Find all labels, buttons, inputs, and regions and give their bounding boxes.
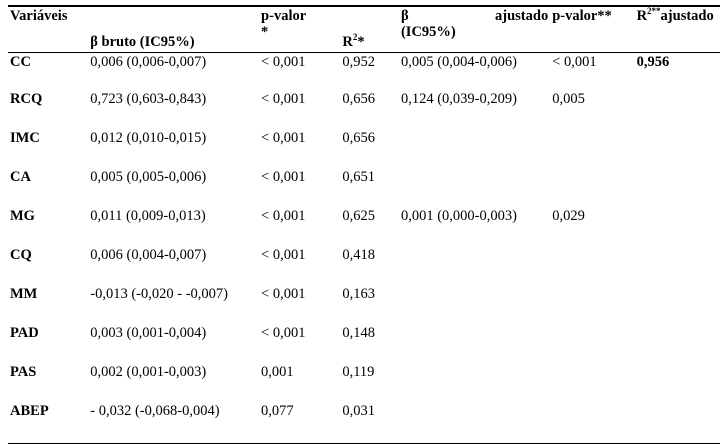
cell-r2-ajustado: 0,956 xyxy=(636,53,670,70)
cell-r2-ajustado xyxy=(635,130,720,169)
cell-variavel: IMC xyxy=(10,130,40,146)
cell-p-valor-ajustado xyxy=(550,403,634,443)
cell-r2: 0,625 xyxy=(342,208,375,224)
cell-beta-bruto: -0,013 (-0,020 - -0,007) xyxy=(90,286,228,302)
cell-beta-bruto: 0,723 (0,603-0,843) xyxy=(90,91,207,107)
table-row xyxy=(8,91,720,130)
cell-variavel: CQ xyxy=(10,247,32,263)
cell-variavel: RCQ xyxy=(10,91,43,107)
cell-p-valor-ajustado xyxy=(550,247,634,286)
cell-beta-ajustado xyxy=(399,169,550,208)
cell-r2-ajustado xyxy=(635,403,720,443)
cell-variavel: PAD xyxy=(10,325,39,341)
cell-beta-ajustado xyxy=(399,286,550,325)
cell-beta-bruto: 0,005 (0,005-0,006) xyxy=(90,169,207,185)
cell-r2: 0,656 xyxy=(342,130,375,146)
cell-r2-ajustado xyxy=(635,325,720,364)
cell-variavel: MG xyxy=(10,208,35,224)
cell-variavel: ABEP xyxy=(8,403,88,443)
table-header-row xyxy=(8,6,720,52)
header-beta-bruto: β bruto (IC95%) xyxy=(88,6,259,52)
cell-r2: 0,952 xyxy=(342,53,375,70)
cell-p-valor-ajustado xyxy=(550,364,634,403)
cell-variavel: CA xyxy=(10,169,31,185)
table-row xyxy=(8,286,720,325)
header-r2: $R^2*$ xyxy=(340,6,399,52)
header-p-valor-ajustado: p-valor** xyxy=(550,6,634,52)
cell-beta-ajustado xyxy=(399,130,550,169)
cell-p-valor: 0,001 xyxy=(261,364,294,380)
cell-r2: 0,651 xyxy=(342,169,375,185)
cell-beta-ajustado xyxy=(399,364,550,403)
cell-beta-bruto: 0,012 (0,010-0,015) xyxy=(90,130,207,146)
cell-beta-ajustado xyxy=(399,325,550,364)
cell-r2-ajustado xyxy=(635,247,720,286)
cell-p-valor: < 0,001 xyxy=(261,247,306,263)
cell-p-valor: < 0,001 xyxy=(261,91,306,107)
cell-beta-ajustado: 0,124 (0,039-0,209) xyxy=(400,91,517,107)
cell-r2-ajustado xyxy=(635,364,720,403)
table-row xyxy=(8,325,720,364)
cell-r2-ajustado xyxy=(635,208,720,247)
header-p-valor: p-valor* xyxy=(259,6,340,52)
cell-variavel: PAS xyxy=(10,364,37,380)
cell-p-valor-ajustado: 0,005 xyxy=(552,91,585,107)
cell-beta-ajustado xyxy=(399,403,550,443)
cell-p-valor: < 0,001 xyxy=(261,286,306,302)
cell-p-valor: < 0,001 xyxy=(261,208,306,224)
header-r2-ajustado: $R^{2**}ajustado$ xyxy=(635,6,720,52)
table-row xyxy=(8,52,720,91)
cell-variavel: MM xyxy=(10,286,38,302)
cell-p-valor-ajustado xyxy=(550,286,634,325)
cell-p-valor-ajustado: < 0,001 xyxy=(552,53,597,70)
cell-r2: 0,119 xyxy=(342,364,375,380)
cell-p-valor: < 0,001 xyxy=(261,53,306,70)
cell-r2: 0,418 xyxy=(342,247,375,263)
cell-p-valor: < 0,001 xyxy=(261,325,306,341)
cell-p-valor: < 0,001 xyxy=(261,169,306,185)
cell-r2: 0,656 xyxy=(342,91,375,107)
table-row xyxy=(8,208,720,247)
cell-r2: 0,031 xyxy=(340,403,399,443)
cell-r2-ajustado xyxy=(635,91,720,130)
cell-beta-bruto: 0,002 (0,001-0,003) xyxy=(90,364,207,380)
cell-p-valor: 0,077 xyxy=(259,403,340,443)
cell-p-valor-ajustado xyxy=(550,130,634,169)
table-row xyxy=(8,130,720,169)
cell-p-valor-ajustado xyxy=(550,325,634,364)
cell-beta-bruto: 0,011 (0,009-0,013) xyxy=(90,208,206,224)
cell-p-valor-ajustado xyxy=(550,169,634,208)
cell-beta-bruto: 0,003 (0,001-0,004) xyxy=(90,325,207,341)
table-row xyxy=(8,364,720,403)
cell-p-valor-ajustado: 0,029 xyxy=(552,208,585,224)
table-row xyxy=(8,247,720,286)
cell-beta-bruto: 0,006 (0,004-0,007) xyxy=(90,247,207,263)
table-row xyxy=(8,169,720,208)
cell-r2: 0,148 xyxy=(342,325,375,341)
cell-beta-ajustado: 0,001 (0,000-0,003) xyxy=(400,208,517,224)
cell-p-valor: < 0,001 xyxy=(261,130,306,146)
cell-beta-ajustado: 0,005 (0,004-0,006) xyxy=(400,53,517,70)
cell-beta-ajustado xyxy=(399,247,550,286)
cell-beta-bruto: 0,006 (0,006-0,007) xyxy=(90,53,207,70)
cell-r2: 0,163 xyxy=(342,286,375,302)
cell-r2-ajustado xyxy=(635,169,720,208)
cell-beta-bruto: - 0,032 (-0,068-0,004) xyxy=(88,403,259,443)
regression-table xyxy=(8,5,720,444)
cell-r2-ajustado xyxy=(635,286,720,325)
header-variavel: Variáveis xyxy=(8,6,88,52)
header-beta-ajustado: β ajustado (IC95%) xyxy=(399,6,550,52)
table-row xyxy=(8,403,720,443)
cell-variavel: CC xyxy=(10,53,31,70)
